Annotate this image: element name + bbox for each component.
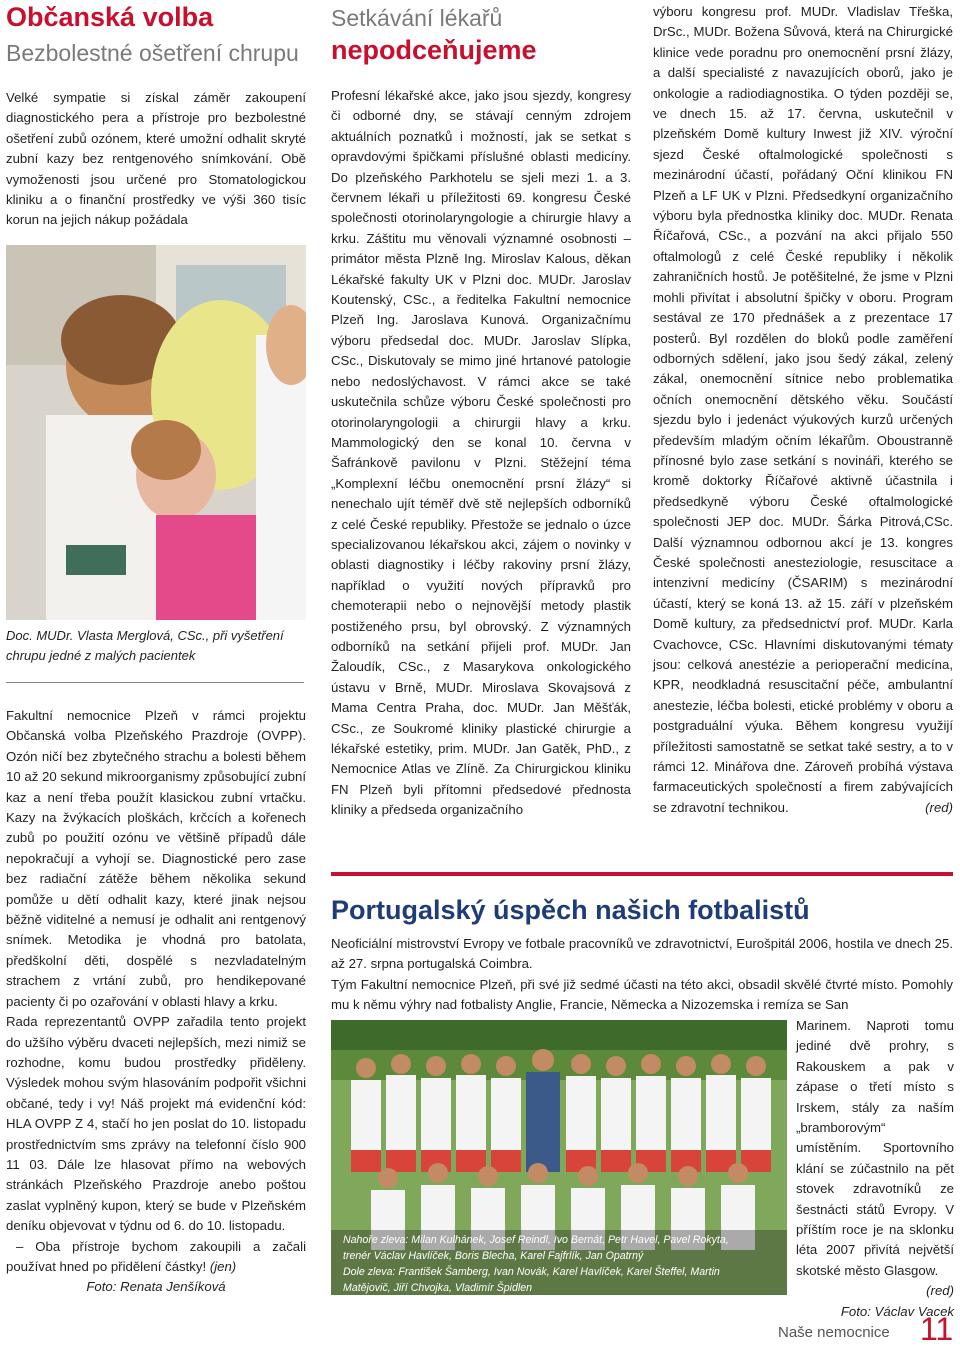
left-closing-quote: – Oba přístroje bychom zakoupili a začali používat hned po přidělení částky! bbox=[6, 1238, 306, 1274]
dentist-photo-illustration bbox=[6, 245, 306, 620]
article-title-setkavani-part2: nepodceňujeme bbox=[331, 35, 537, 65]
left-intro: Velké sympatie si získal záměr zakoupení diagnostického pera a přístroje pro bezbolestné ošetření zubů ozónem, které umožní odhalit skryté zubní kazy bez rentgenového snímkování. Obě vymoženosti jsou určené pro Stomatologickou kliniku a o finanční prostředky ve výši 360 tisíc korun na jejich nákup požádala bbox=[6, 90, 306, 228]
left-body bbox=[6, 706, 306, 1298]
football-lead-paragraph: Neoficiální mistrovství Evropy ve fotbale pracovníků ve zdravotnictví, Eurošpitál 2006, hostila ve dnech 25. až 27. srpna portugalská Coimbra. bbox=[331, 936, 953, 972]
left-signature: (jen) bbox=[209, 1258, 237, 1274]
left-divider bbox=[6, 682, 304, 683]
football-photo-caption bbox=[343, 1232, 783, 1295]
middle-body: Profesní lékařské akce, jako jsou sjezdy, kongresy či odborné dny, se stávají cenným zdrojem aktuálních poznatků i možností, jak se setkat s opravdovými špičkami příslušné oblasti medicíny. Do plzeňského Parkhotelu se sjeli mezi 1. a 3. červnem lékaři u příležitosti 69. kongresu České společnosti otorinolaryngologie a chirurgie hlavy a krku. Záštitu mu věnovali významné osobnosti – primátor města Plzně Ing. Miroslav Kalous, děkan Lékařské fakulty UK v Plzni doc. MUDr. Jaroslav Koutenský, CSc., a ředitelka Fakultní nemocnice Plzeň Ing. Jaroslava Kunová. Organizačnímu výboru předsedal doc. MUDr. Jaroslav Slípka, CSc., Diskutovaly se mimo jiné hrtanové patologie nebo nedoslýchavost. V rámci akce se také uskutečnila schůze výboru České společnosti pro otorinolaryngologii a chirurgii hlavy a krku. Mammologický den se konal 10. června v Šafránkově pavilonu v Plzni. Stěžejní téma „Komplexní léčbu onemocnění prsní žlázy“ si nenechalo ujít téměř dvě stě nejlepších odborníků z celé České republiky. Přestože se jednalo o úzce specializovanou lékařskou akci, zájem o novinky v oblasti diagnostiky i léčby rakoviny prsní žlázy, například o využití nových přípravků pro chemoterapii nebo o nejnovější metody plastik postiženého prsu, byl obrovský. Z významných odborníků na setkání přijeli prof. MUDr. Jan Žaloudík, CSc., z Masarykova onkologického ústavu v Brně, MUDr. Miroslava Skovajsová z Mama Centra Praha, doc. MUDr. Jan Měšťák, CSc., ze Soukromé kliniky plastické chirurgie a lékařské estetiky, prim. MUDr. Jan Gatěk, PhD., z Nemocnice Atlas ve Zlíně. Za Chirurgickou kliniku FN Plzeň byli přítomni předsedové přednosta kliniky a předseda organizačního bbox=[331, 88, 631, 818]
football-title: Portugalský úspěch našich fotbalistů bbox=[331, 895, 810, 925]
football-lead bbox=[331, 934, 953, 1016]
article-subtitle: Bezbolestné ošetření chrupu bbox=[6, 40, 299, 66]
left-photo-credit: Foto: Renata Jenšíková bbox=[86, 1279, 226, 1295]
football-body-narrow bbox=[796, 1016, 954, 1322]
left-body-paragraph-1: Fakultní nemocnice Plzeň v rámci projektu Občanská volba Plzeňského Prazdroje (OVPP). Ozón ničí bez zbytečného strachu a bolesti během 10 až 20 sekund mikroorganismy způsobující zubní kaz a není třeba použít klasickou zubní vrtačku. Kazy na žvýkacích ploškách, krčcích a kořenech zubů po použití ozónu ve většině případů dále nepokračují a vyhojí se. Diagnostické pero zase bez radiační zátěže během několika sekund pomůže u dětí odhalit kazy, které jinak nejsou běžně viditelné a nemusí je odhalit ani rentgenový snímek. Metodika je vhodná pro batolata, předškolní děti, dospělé s nezvladatelným strachem z vrtání zubů, pro hendikepované pacienty či po ozařování v oblasti hlavy a krku. bbox=[6, 708, 306, 1009]
article-title-obcanska-volba: Občanská volba bbox=[6, 2, 214, 32]
football-caption-line-1: Nahoře zleva: Milan Kulhánek, Josef Reindl, Ivo Bernát, Petr Havel, Pavel Rokyta, bbox=[343, 1234, 729, 1246]
right-body-text: výboru kongresu prof. MUDr. Vladislav Třeška, DrSc., MUDr. Božena Sůvová, která na Chirurgické klinice vede poradnu pro onemocnění prsní žlázy, a další specialisté z navazujících oborů, jako je onkologie a radiodiagnostika. O týden později se, ve dnech 15. až 17. června, uskutečnil v plzeňském Domě kultury Inwest již XIV. výroční sjezd České oftalmologické společnosti s mezinárodní účastí, pořádaný Oční klinikou FN Plzeň a LF UK v Plzni. Předsedkyní organizačního výboru byla přednostka kliniky doc. MUDr. Renata Říčařová, CSc., a pozvání na akci přijalo 550 oftalmologů z celé České republiky i několik zahraničních hostů. Je potěšitelné, že jsme v Plzni mohli přivítat i absolutní špičky v oboru. Program sestával ze 170 přednášek a z prezentace 17 posterů. Byl rozdělen do bloků podle zaměření odborných sdělení, jako jsou šedý zákal, zelený zákal, onemocnění sítnice nebo problematika očních onemocnění dětského věku. Součástí sjezdu bylo i jedenáct výukových kurzů určených především mladým očním lékařům. Oboustranně přínosné bylo zase setkání s novináři, kterého se kromě doktorky Říčařové aktivně účastnila i předsedkyně výboru České oftalmologické společnosti JEP doc. MUDr. Šárka Pitrová,CSc. Další významnou odbornou akcí je 13. kongres České společnosti anesteziologie, resuscitace a intenzivní medicíny (ČSARIM) s mezinárodní účastí, který se koná 13. až 15. září v plzeňském Domě kultury, za předsednictví prof. MUDr. Karla Cvachovce, CSc. Hlavními diskutovanými tématy jsou: celková anestézie a perioperační medicína, KPR, neodkladná resuscitační péče, ambulantní anestezie, léčba bolesti, etické problémy v oboru a postgraduální výuka. Během kongresu využijí příležitosti samostatně se setkat také sestry, a to v rámci 12. Minářova dne. Zároveň probíhá výstava farmaceutických společností a firem zabývajících se zdravotní technikou. bbox=[653, 4, 953, 815]
right-body bbox=[653, 2, 953, 818]
football-caption-line-3: Dole zleva: František Šamberg, Ivan Novák, Karel Havlíček, Karel Šteffel, Martin bbox=[343, 1266, 720, 1278]
publication-name: Naše nemocnice bbox=[778, 1324, 890, 1341]
dentist-photo-caption: Doc. MUDr. Vlasta Merglová, CSc., při vyšetření chrupu jedné z malých pacientek bbox=[6, 628, 284, 663]
left-body-paragraph-2: Rada reprezentantů OVPP zařadila tento projekt do užšího výběru dvaceti nejlepších, mezi nimiž se rozhodne, komu budou prostředky přiděleny. Výsledek mohou svým hlasováním podpořit všichni občané, tedy i vy! Náš projekt má evidenční kód: HLA OVPP Z 4, stačí ho jen poslat do 10. listopadu prostřednictvím sms zprávy na telefonní číslo 900 11 03. Dále lze hlasovat přímo na webových stránkách Plzeňského Prazdroje anebo poštou zaslat vyplněný kupon, který se bude v Plzeňském deníku objevovat v týdnu od 6. do 10. listopadu. bbox=[6, 1014, 306, 1234]
football-caption-line-4: Matějovič, Jiří Chvojka, Vladimír Špidlen bbox=[343, 1282, 532, 1294]
left-body-paragraph-3 bbox=[6, 1237, 306, 1278]
football-caption-line-2: trenér Václav Havlíček, Boris Blecha, Karel Fajfrlík, Jan Opatrný bbox=[343, 1250, 644, 1262]
right-signature: (red) bbox=[925, 799, 953, 815]
dentist-photo bbox=[6, 245, 306, 620]
page-footer bbox=[770, 1312, 956, 1346]
page-number: 11 bbox=[920, 1311, 954, 1347]
football-body-wide: Tým Fakultní nemocnice Plzeň, při své již sedmé účasti na této akci, obsadil skvělé čtvrté místo. Pomohly mu k němu výhry nad fotbalisty Anglie, Francie, Německa a Nizozemska i remíza se San bbox=[331, 976, 953, 1013]
football-team-photo bbox=[331, 1020, 787, 1295]
football-section-rule bbox=[331, 872, 953, 876]
football-body-narrow-text: Marinem. Naproti tomu jediné dvě prohry, s Rakouskem a pak v zápase o třetí místo s Irskem, stály za naším „bramborovým“ umístěním. Sportovního klání se zúčastnilo na pět stovek zdravotníků ze šestnácti států Evropy. V příštím roce je na sklonku léta 2007 přivítá největší skotské město Glasgow. bbox=[796, 1018, 954, 1278]
football-signature: (red) bbox=[926, 1283, 954, 1299]
article-title-setkavani-part1: Setkávání lékařů bbox=[331, 5, 503, 31]
football-photo-credit: Foto: Václav Vacek bbox=[840, 1303, 954, 1319]
